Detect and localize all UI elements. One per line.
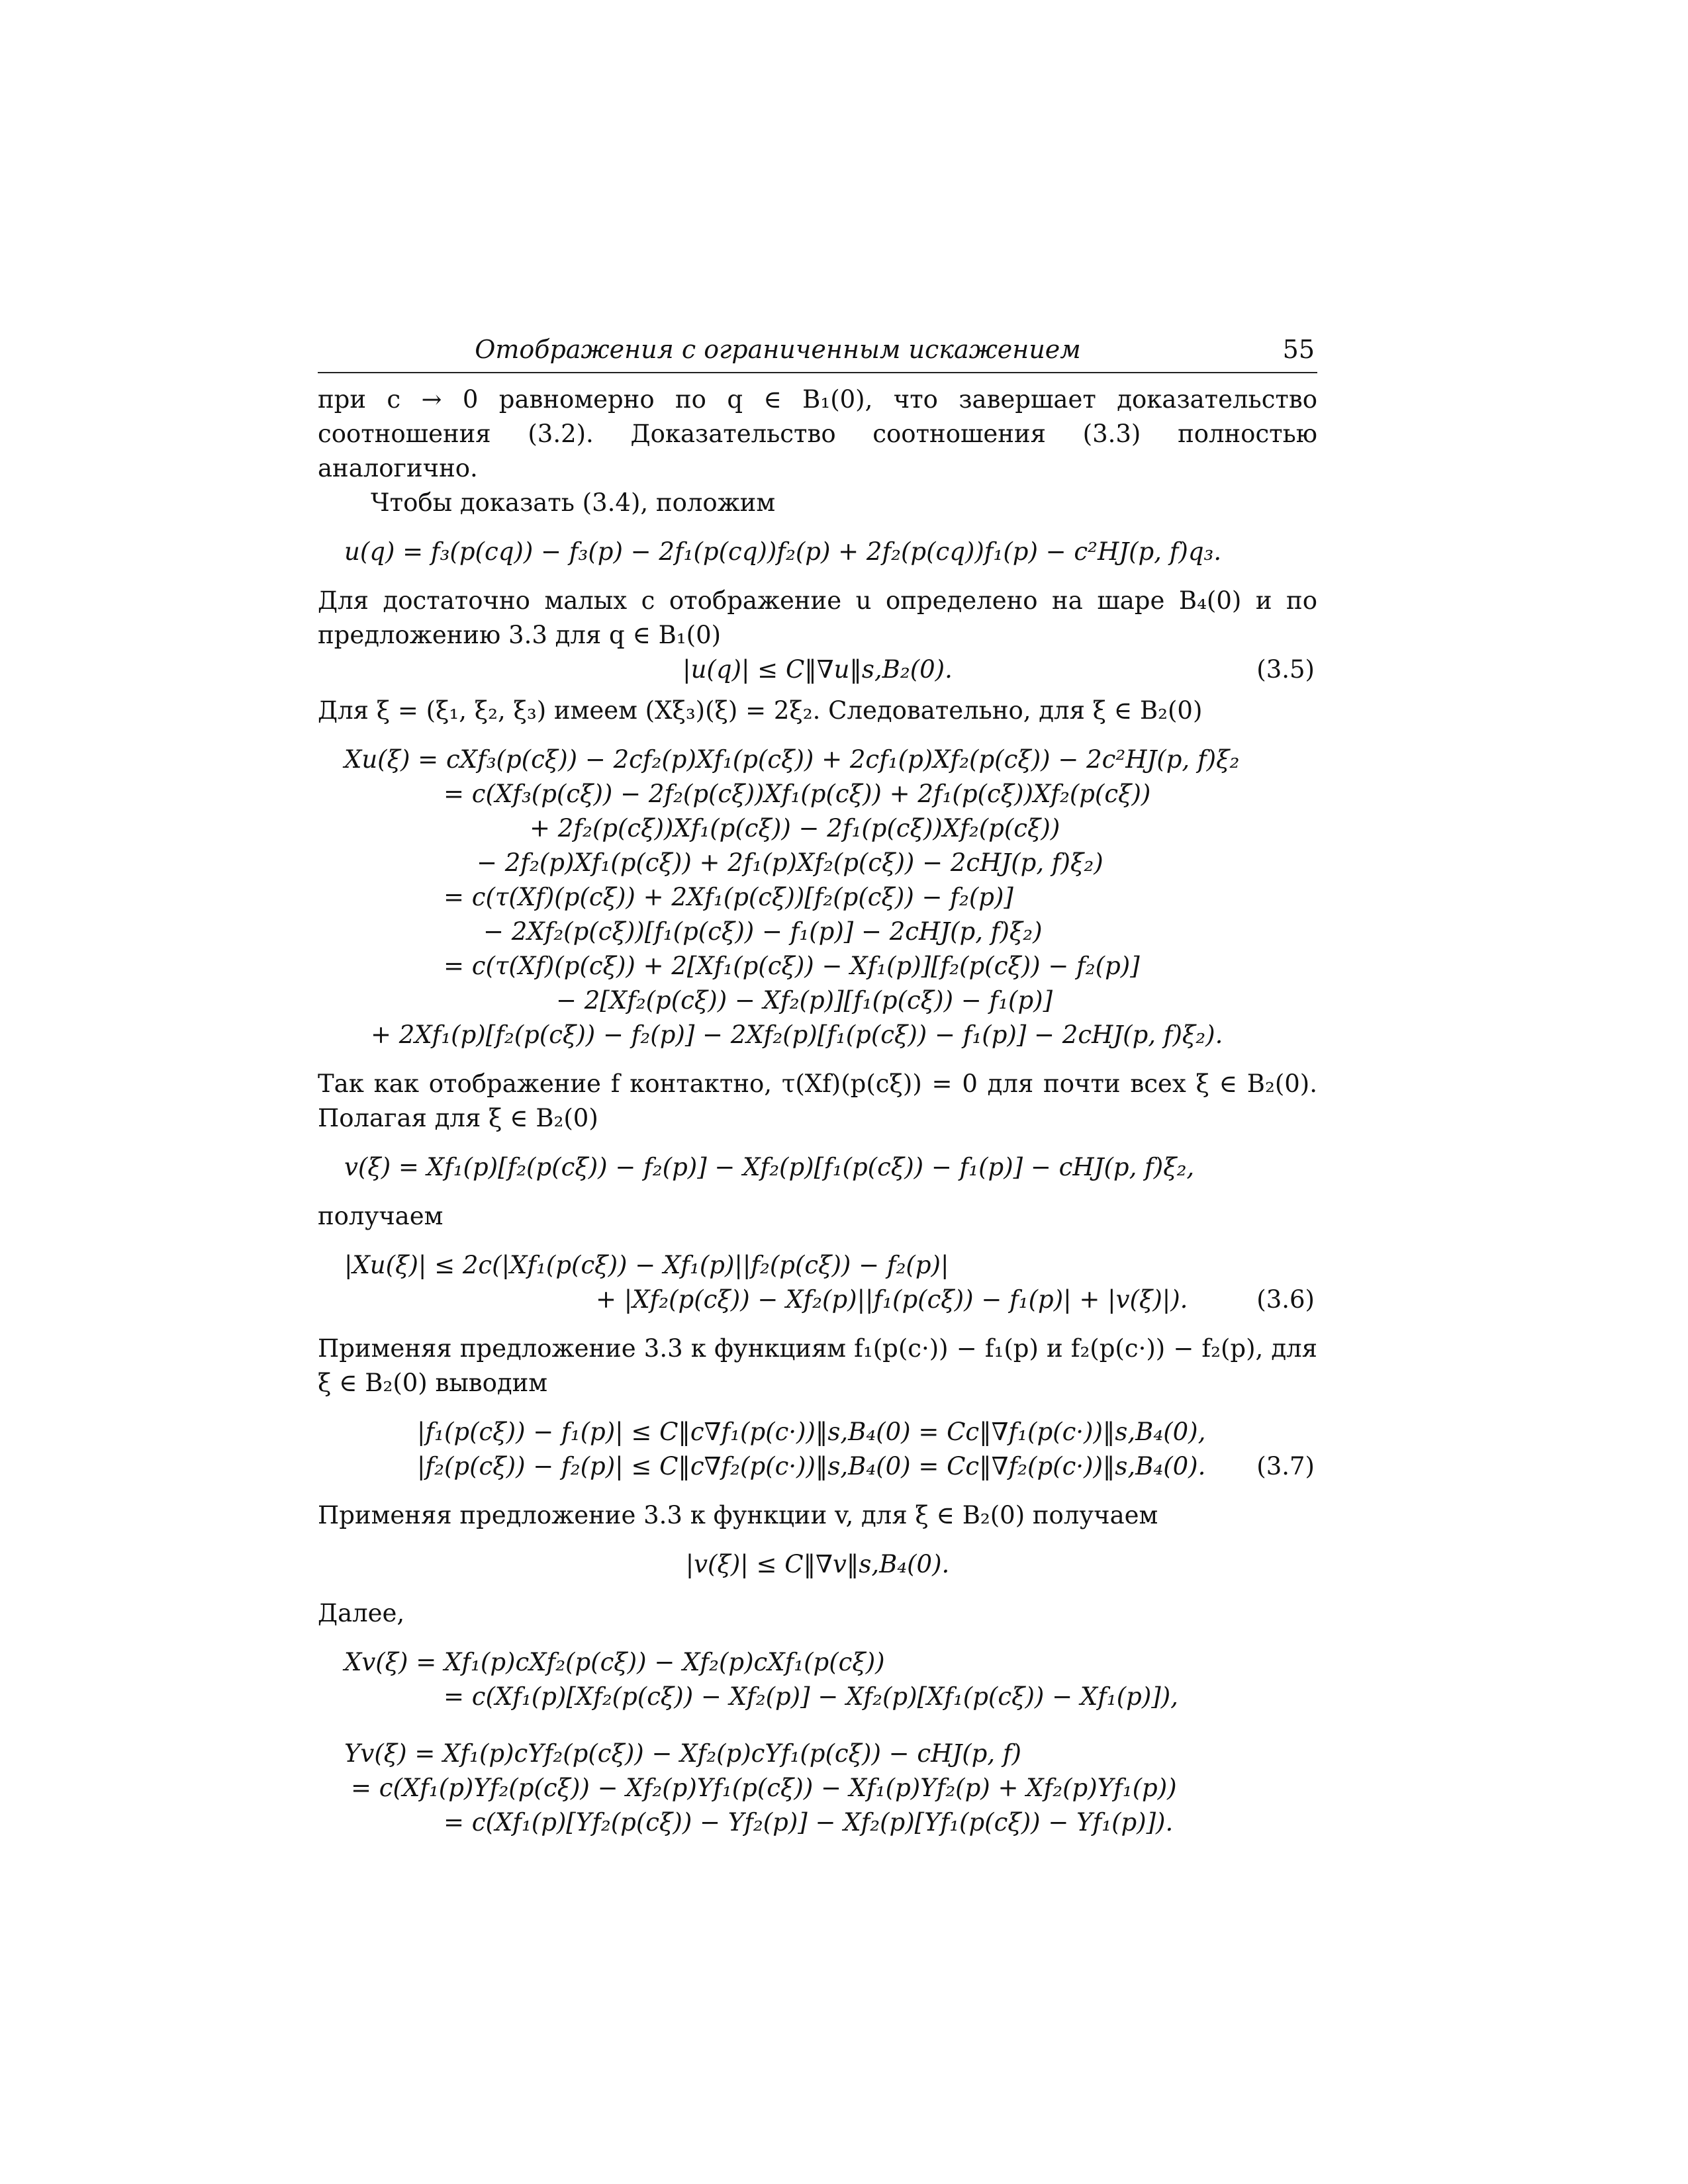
equation-line: |f₁(p(cξ)) − f₁(p)| ≤ C‖c∇f₁(p(c·))‖s,B₄(0) = Cc‖∇f₁(p(c·))‖s,B₄(0), — [417, 1418, 1206, 1446]
equation-line — [318, 1449, 1317, 1484]
paragraph: Для достаточно малых c отображение u определено на шаре B₄(0) и по предложению 3.3 для q ∈ B₁(0) — [318, 586, 1317, 649]
equation-line-body: + |Xf₂(p(cξ)) − Xf₂(p)||f₁(p(cξ)) − f₁(p)| + |v(ξ)|). — [596, 1285, 1188, 1314]
equation-xu-derivation — [318, 743, 1317, 1052]
equation-line — [318, 1283, 1317, 1317]
paragraph: Чтобы доказать (3.4), положим — [371, 488, 776, 517]
equation-v-bound: |v(ξ)| ≤ C‖∇v‖s,B₄(0). — [685, 1550, 950, 1578]
equation-line: Xu(ξ) = cXf₃(p(cξ)) − 2cf₂(p)Xf₁(p(cξ)) + 2cf₁(p)Xf₂(p(cξ)) − 2c²HJ(p, f)ξ₂ — [344, 745, 1240, 774]
equation-3-6 — [318, 1248, 1317, 1317]
paragraph: Применяя предложение 3.3 к функции v, для ξ ∈ B₂(0) получаем — [318, 1501, 1158, 1529]
equation-3-5-body: |u(q)| ≤ C‖∇u‖s,B₂(0). — [682, 655, 953, 684]
equation-number: (3.5) — [1256, 655, 1315, 684]
page — [318, 331, 1317, 1854]
equation-line: Xv(ξ) = Xf₁(p)cXf₂(p(cξ)) − Xf₂(p)cXf₁(p(cξ)) — [344, 1648, 885, 1676]
equation-v-definition: v(ξ) = Xf₁(p)[f₂(p(cξ)) − f₂(p)] − Xf₂(p)[f₁(p(cξ)) − f₁(p)] − cHJ(p, f)ξ₂, — [344, 1153, 1195, 1181]
equation-line: = c(Xf₁(p)Yf₂(p(cξ)) − Xf₂(p)Yf₁(p(cξ)) − Xf₁(p)Yf₂(p) + Xf₂(p)Yf₁(p)) — [351, 1774, 1177, 1802]
running-header — [318, 331, 1317, 373]
equation-number: (3.7) — [1256, 1452, 1315, 1480]
paragraph: Применяя предложение 3.3 к функциям f₁(p(c·)) − f₁(p) и f₂(p(c·)) − f₂(p), для ξ ∈ B₂(0) выводим — [318, 1334, 1317, 1397]
equation-line: = c(τ(Xf)(p(cξ)) + 2[Xf₁(p(cξ)) − Xf₁(p)][f₂(p(cξ)) − f₂(p)] — [444, 952, 1140, 980]
equation-3-5 — [318, 653, 1317, 687]
equation-line: − 2[Xf₂(p(cξ)) − Xf₂(p)][f₁(p(cξ)) − f₁(p)] — [556, 986, 1053, 1015]
running-title: Отображения с ограниченным искажением — [475, 335, 1081, 364]
equation-number: (3.6) — [1256, 1285, 1315, 1314]
equation-line: |Xu(ξ)| ≤ 2c(|Xf₁(p(cξ)) − Xf₁(p)||f₂(p(cξ)) − f₂(p)| — [344, 1251, 949, 1279]
equation-u-definition: u(q) = f₃(p(cq)) − f₃(p) − 2f₁(p(cq))f₂(p) + 2f₂(p(cq))f₁(p) − c²HJ(p, f)q₃. — [344, 537, 1222, 566]
paragraph: Так как отображение f контактно, τ(Xf)(p(cξ)) = 0 для почти всех ξ ∈ B₂(0). Полагая для ξ ∈ B₂(0) — [318, 1069, 1317, 1132]
equation-line: + 2Xf₁(p)[f₂(p(cξ)) − f₂(p)] − 2Xf₂(p)[f₁(p(cξ)) − f₁(p)] − 2cHJ(p, f)ξ₂). — [371, 1021, 1223, 1049]
page-number: 55 — [1282, 335, 1315, 364]
paragraph: получаем — [318, 1202, 444, 1230]
paragraph: Далее, — [318, 1599, 405, 1627]
paragraph: Для ξ = (ξ₁, ξ₂, ξ₃) имеем (Xξ₃)(ξ) = 2ξ₂. Следовательно, для ξ ∈ B₂(0) — [318, 696, 1203, 725]
equation-line: − 2f₂(p)Xf₁(p(cξ)) + 2f₁(p)Xf₂(p(cξ)) − 2cHJ(p, f)ξ₂) — [477, 848, 1103, 877]
equation-line: + 2f₂(p(cξ))Xf₁(p(cξ)) − 2f₁(p(cξ))Xf₂(p(cξ)) — [530, 814, 1060, 842]
equation-line: = c(τ(Xf)(p(cξ)) + 2Xf₁(p(cξ))[f₂(p(cξ)) − f₂(p)] — [444, 883, 1013, 911]
equation-line: − 2Xf₂(p(cξ))[f₁(p(cξ)) − f₁(p)] − 2cHJ(p, f)ξ₂) — [483, 917, 1043, 946]
equation-3-7 — [318, 1415, 1317, 1484]
paragraph: при c → 0 равномерно по q ∈ B₁(0), что завершает доказательство соотношения (3.2). Доказательство соотношения (3.3) полностью аналогично. — [318, 385, 1317, 482]
equation-line: = c(Xf₁(p)[Yf₂(p(cξ)) − Yf₂(p)] − Xf₂(p)[Yf₁(p(cξ)) − Yf₁(p)]). — [444, 1808, 1174, 1837]
equation-line: = c(Xf₃(p(cξ)) − 2f₂(p(cξ))Xf₁(p(cξ)) + 2f₁(p(cξ))Xf₂(p(cξ)) — [444, 780, 1151, 808]
equation-line-body: |f₂(p(cξ)) − f₂(p)| ≤ C‖c∇f₂(p(c·))‖s,B₄(0) = Cc‖∇f₂(p(c·))‖s,B₄(0). — [417, 1452, 1206, 1480]
equation-yv — [318, 1737, 1317, 1840]
equation-xv — [318, 1645, 1317, 1714]
equation-line: Yv(ξ) = Xf₁(p)cYf₂(p(cξ)) − Xf₂(p)cYf₁(p(cξ)) − cHJ(p, f) — [344, 1739, 1021, 1768]
equation-line: = c(Xf₁(p)[Xf₂(p(cξ)) − Xf₂(p)] − Xf₂(p)[Xf₁(p(cξ)) − Xf₁(p)]), — [444, 1682, 1178, 1711]
